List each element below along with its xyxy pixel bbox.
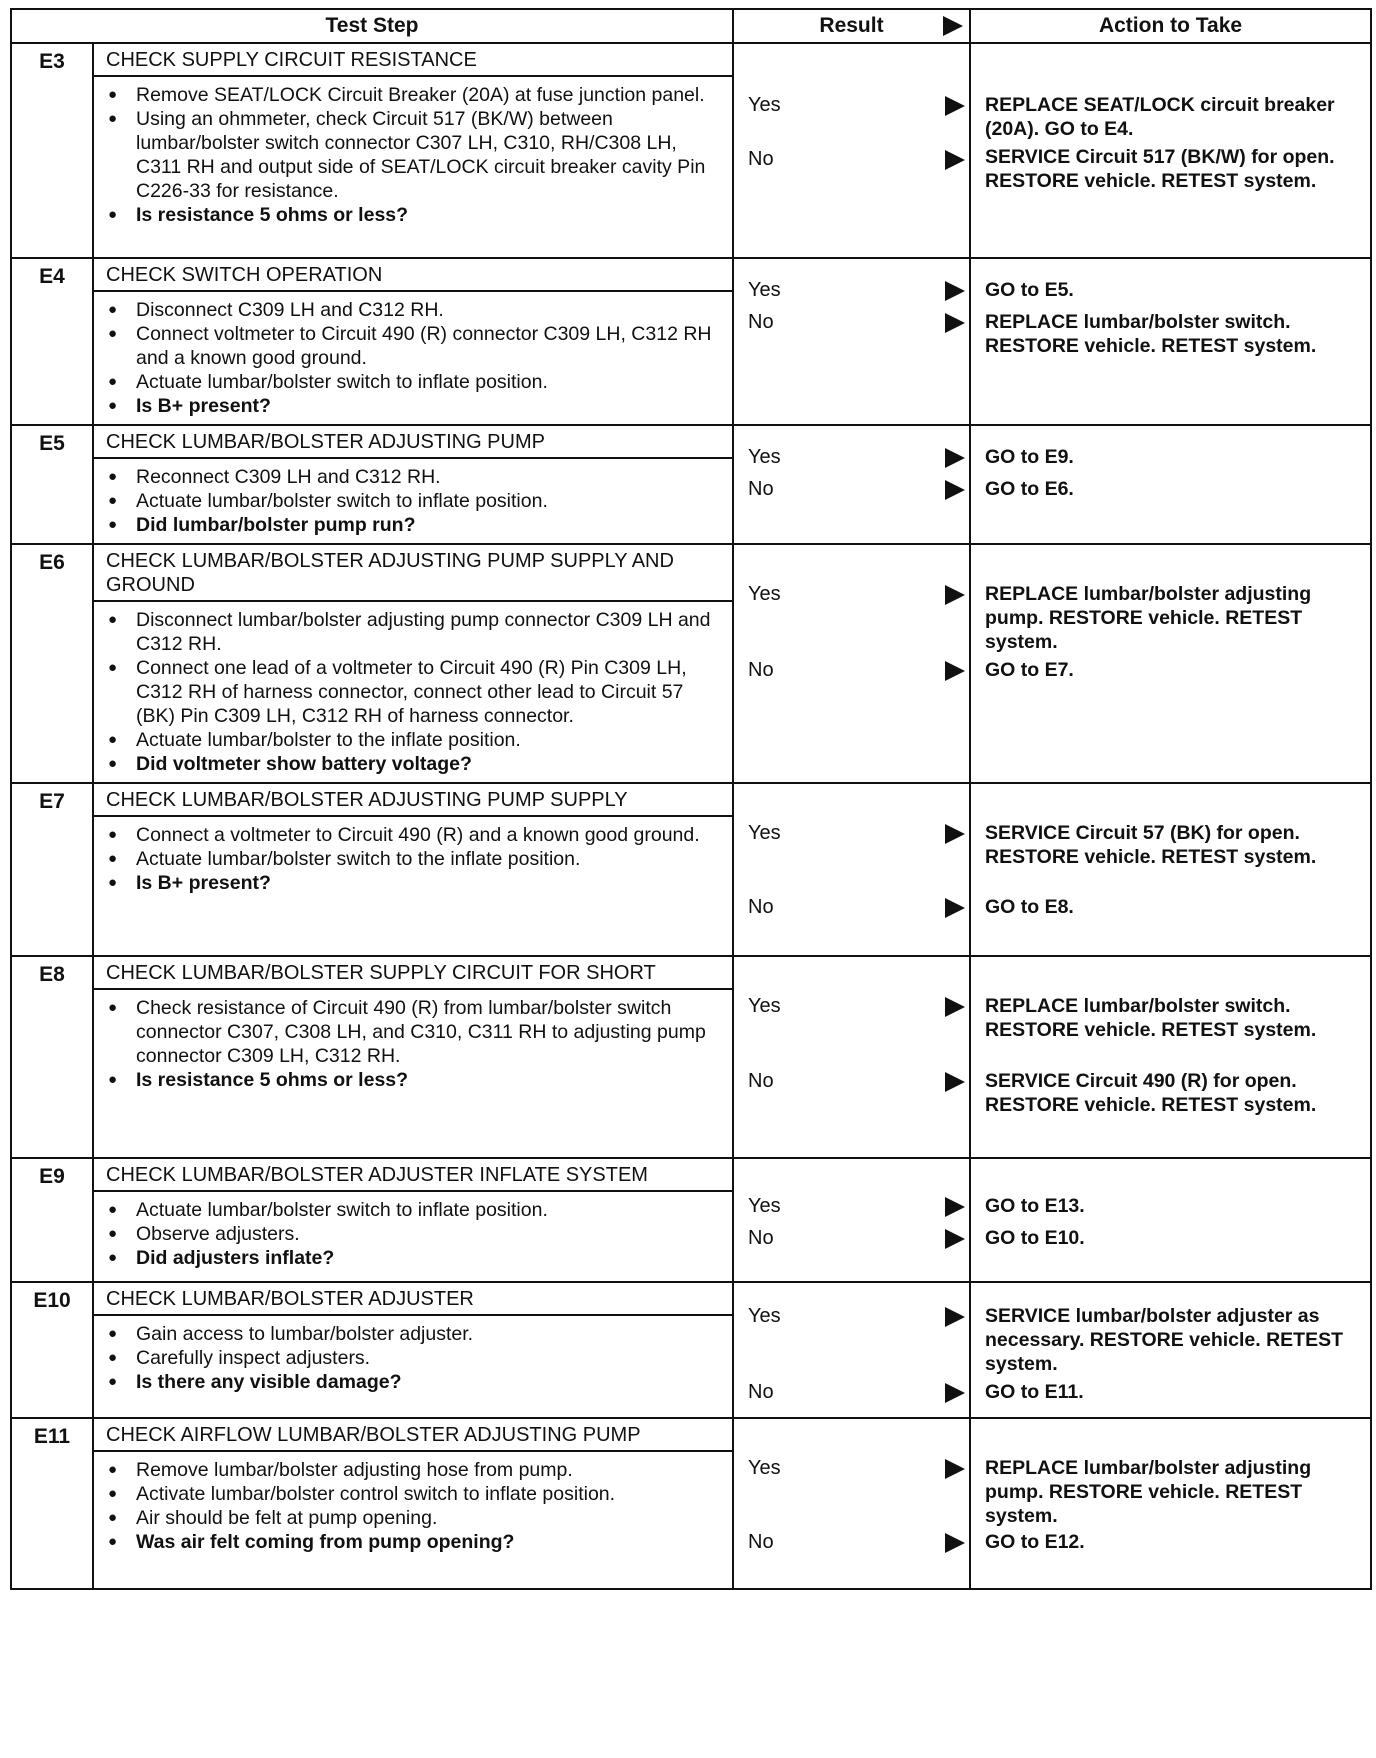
result-no: No xyxy=(748,1070,774,1092)
step-cell xyxy=(93,783,733,956)
check-item: ● Disconnect lumbar/bolster adjusting pump connector C309 LH and C312 RH. xyxy=(102,608,724,656)
header-result-label: Result xyxy=(819,14,884,37)
check-question: ● Is there any visible damage? xyxy=(102,1370,724,1394)
result-yes: Yes xyxy=(748,1457,781,1479)
action-text: GO to E10. xyxy=(985,1227,1085,1249)
arrow-right-icon xyxy=(945,585,965,605)
step-id: E6 xyxy=(11,544,93,783)
action-cell xyxy=(970,425,1371,544)
step-title: CHECK LUMBAR/BOLSTER ADJUSTING PUMP xyxy=(94,426,732,459)
table-row xyxy=(11,1158,1371,1282)
step-body xyxy=(94,77,732,233)
action-cell xyxy=(970,783,1371,956)
action-text: GO to E8. xyxy=(985,896,1074,918)
step-cell xyxy=(93,956,733,1158)
result-cell xyxy=(733,783,970,956)
check-item: ● Actuate lumbar/bolster to the inflate position. xyxy=(102,728,724,752)
step-title: CHECK LUMBAR/BOLSTER ADJUSTER INFLATE SYSTEM xyxy=(94,1159,732,1192)
check-item: ● Remove lumbar/bolster adjusting hose from pump. xyxy=(102,1458,724,1482)
action-text: GO to E13. xyxy=(985,1195,1085,1217)
action-cell xyxy=(970,1282,1371,1418)
check-question: ● Did adjusters inflate? xyxy=(102,1246,724,1270)
result-no: No xyxy=(748,1227,774,1249)
action-text: REPLACE SEAT/LOCK circuit breaker (20A). GO to E4. xyxy=(985,94,1335,140)
action-text: REPLACE lumbar/bolster switch. RESTORE vehicle. RETEST system. xyxy=(985,311,1317,357)
result-yes: Yes xyxy=(748,1195,781,1217)
check-item: ● Disconnect C309 LH and C312 RH. xyxy=(102,298,724,322)
action-cell xyxy=(970,1418,1371,1589)
check-question: ● Did lumbar/bolster pump run? xyxy=(102,513,724,537)
result-no: No xyxy=(748,1381,774,1403)
arrow-right-icon xyxy=(945,997,965,1017)
table-row xyxy=(11,1282,1371,1418)
action-cell xyxy=(970,544,1371,783)
action-cell xyxy=(970,1158,1371,1282)
arrow-right-icon xyxy=(945,1383,965,1403)
step-body xyxy=(94,1316,732,1400)
action-cell xyxy=(970,43,1371,258)
step-cell xyxy=(93,43,733,258)
check-item: ● Carefully inspect adjusters. xyxy=(102,1346,724,1370)
result-yes: Yes xyxy=(748,822,781,844)
table-row xyxy=(11,956,1371,1158)
check-item: ● Actuate lumbar/bolster switch to the inflate position. xyxy=(102,847,724,871)
step-title: CHECK LUMBAR/BOLSTER ADJUSTING PUMP SUPPLY xyxy=(94,784,732,817)
check-question: ● Was air felt coming from pump opening? xyxy=(102,1530,724,1554)
table-row xyxy=(11,544,1371,783)
step-id: E8 xyxy=(11,956,93,1158)
result-cell xyxy=(733,956,970,1158)
step-id: E11 xyxy=(11,1418,93,1589)
result-cell xyxy=(733,1158,970,1282)
header-row xyxy=(11,9,1371,43)
arrow-right-icon xyxy=(945,1197,965,1217)
header-result xyxy=(733,9,970,43)
step-cell xyxy=(93,1158,733,1282)
rows-body xyxy=(11,43,1371,1589)
step-body xyxy=(94,292,732,424)
check-item: ● Activate lumbar/bolster control switch to inflate position. xyxy=(102,1482,724,1506)
action-cell xyxy=(970,956,1371,1158)
check-list xyxy=(102,823,724,895)
result-no: No xyxy=(748,1531,774,1553)
action-text: GO to E9. xyxy=(985,446,1074,468)
step-body xyxy=(94,817,732,901)
step-body xyxy=(94,602,732,782)
step-title: CHECK LUMBAR/BOLSTER ADJUSTING PUMP SUPPLY AND GROUND xyxy=(94,545,732,602)
arrow-right-icon xyxy=(945,898,965,918)
check-question: ● Is B+ present? xyxy=(102,394,724,418)
action-text: REPLACE lumbar/bolster adjusting pump. RESTORE vehicle. RETEST system. xyxy=(985,583,1312,653)
header-action: Action to Take xyxy=(970,9,1371,43)
action-text: REPLACE lumbar/bolster switch. RESTORE vehicle. RETEST system. xyxy=(985,995,1317,1041)
result-cell xyxy=(733,1418,970,1589)
check-list xyxy=(102,1458,724,1554)
header-test-step: Test Step xyxy=(11,9,733,43)
result-cell xyxy=(733,425,970,544)
step-title: CHECK AIRFLOW LUMBAR/BOLSTER ADJUSTING PUMP xyxy=(94,1419,732,1452)
action-text: SERVICE Circuit 490 (R) for open. RESTORE vehicle. RETEST system. xyxy=(985,1070,1317,1116)
action-text: GO to E5. xyxy=(985,279,1074,301)
table-row xyxy=(11,43,1371,258)
step-id: E10 xyxy=(11,1282,93,1418)
result-cell xyxy=(733,258,970,425)
step-title: CHECK SUPPLY CIRCUIT RESISTANCE xyxy=(94,44,732,77)
result-yes: Yes xyxy=(748,279,781,301)
step-id: E7 xyxy=(11,783,93,956)
step-cell xyxy=(93,425,733,544)
check-item: ● Connect voltmeter to Circuit 490 (R) connector C309 LH, C312 RH and a known good ground. xyxy=(102,322,724,370)
step-cell xyxy=(93,258,733,425)
check-item: ● Gain access to lumbar/bolster adjuster. xyxy=(102,1322,724,1346)
action-text: GO to E12. xyxy=(985,1531,1085,1553)
check-item: ● Remove SEAT/LOCK Circuit Breaker (20A) at fuse junction panel. xyxy=(102,83,724,107)
diagnostic-table xyxy=(10,8,1372,1590)
check-list xyxy=(102,465,724,537)
result-no: No xyxy=(748,659,774,681)
check-item: ● Actuate lumbar/bolster switch to inflate position. xyxy=(102,370,724,394)
check-item: ● Observe adjusters. xyxy=(102,1222,724,1246)
step-body xyxy=(94,1452,732,1560)
step-id: E3 xyxy=(11,43,93,258)
action-text: REPLACE lumbar/bolster adjusting pump. RESTORE vehicle. RETEST system. xyxy=(985,1457,1312,1527)
result-cell xyxy=(733,1282,970,1418)
arrow-right-icon xyxy=(945,480,965,500)
check-question: ● Is resistance 5 ohms or less? xyxy=(102,203,724,227)
arrow-right-icon xyxy=(945,448,965,468)
action-text: GO to E6. xyxy=(985,478,1074,500)
check-item: ● Using an ohmmeter, check Circuit 517 (BK/W) between lumbar/bolster switch connector C307 LH, C310, RH/C308 LH, C311 RH and output side of SEAT/LOCK circuit breaker cavity Pin C226-33 for resistance. xyxy=(102,107,724,203)
arrow-right-icon xyxy=(945,1533,965,1553)
check-list xyxy=(102,608,724,776)
step-title: CHECK LUMBAR/BOLSTER ADJUSTER xyxy=(94,1283,732,1316)
action-text: SERVICE Circuit 57 (BK) for open. RESTORE vehicle. RETEST system. xyxy=(985,822,1317,868)
result-yes: Yes xyxy=(748,995,781,1017)
step-body xyxy=(94,459,732,543)
arrow-right-icon xyxy=(945,661,965,681)
action-text: GO to E11. xyxy=(985,1381,1084,1403)
check-item: ● Reconnect C309 LH and C312 RH. xyxy=(102,465,724,489)
action-text: SERVICE Circuit 517 (BK/W) for open. RESTORE vehicle. RETEST system. xyxy=(985,146,1335,192)
arrow-right-icon xyxy=(945,1459,965,1479)
arrow-right-icon xyxy=(945,96,965,116)
step-title: CHECK LUMBAR/BOLSTER SUPPLY CIRCUIT FOR SHORT xyxy=(94,957,732,990)
result-yes: Yes xyxy=(748,446,781,468)
result-no: No xyxy=(748,478,774,500)
result-yes: Yes xyxy=(748,583,781,605)
check-question: ● Did voltmeter show battery voltage? xyxy=(102,752,724,776)
action-text: SERVICE lumbar/bolster adjuster as necessary. RESTORE vehicle. RETEST system. xyxy=(985,1305,1344,1375)
check-list xyxy=(102,1198,724,1270)
check-item: ● Actuate lumbar/bolster switch to inflate position. xyxy=(102,1198,724,1222)
check-item: ● Actuate lumbar/bolster switch to inflate position. xyxy=(102,489,724,513)
step-body xyxy=(94,1192,732,1276)
table-row xyxy=(11,425,1371,544)
check-item: ● Check resistance of Circuit 490 (R) from lumbar/bolster switch connector C307, C308 LH, and C310, C311 RH to adjusting pump connector C309 LH, C312 RH. xyxy=(102,996,724,1068)
arrow-right-icon xyxy=(945,1229,965,1249)
action-cell xyxy=(970,258,1371,425)
result-no: No xyxy=(748,148,774,170)
step-cell xyxy=(93,1282,733,1418)
check-item: ● Air should be felt at pump opening. xyxy=(102,1506,724,1530)
result-no: No xyxy=(748,896,774,918)
table-row xyxy=(11,258,1371,425)
action-text: GO to E7. xyxy=(985,659,1074,681)
check-question: ● Is B+ present? xyxy=(102,871,724,895)
arrow-right-icon xyxy=(945,1072,965,1092)
result-cell xyxy=(733,544,970,783)
arrow-right-icon xyxy=(945,824,965,844)
step-id: E5 xyxy=(11,425,93,544)
arrow-right-icon xyxy=(945,150,965,170)
arrow-right-icon xyxy=(945,1307,965,1327)
result-no: No xyxy=(748,311,774,333)
step-title: CHECK SWITCH OPERATION xyxy=(94,259,732,292)
arrow-right-icon xyxy=(945,281,965,301)
check-question: ● Is resistance 5 ohms or less? xyxy=(102,1068,724,1092)
step-id: E4 xyxy=(11,258,93,425)
check-list xyxy=(102,1322,724,1394)
table-row xyxy=(11,1418,1371,1589)
arrow-right-icon xyxy=(945,313,965,333)
check-list xyxy=(102,83,724,227)
step-body xyxy=(94,990,732,1098)
result-yes: Yes xyxy=(748,1305,781,1327)
check-list xyxy=(102,996,724,1092)
step-cell xyxy=(93,544,733,783)
check-item: ● Connect one lead of a voltmeter to Circuit 490 (R) Pin C309 LH, C312 RH of harness connector, connect other lead to Circuit 57 (BK) Pin C309 LH, C312 RH of harness connector. xyxy=(102,656,724,728)
check-list xyxy=(102,298,724,418)
check-item: ● Connect a voltmeter to Circuit 490 (R) and a known good ground. xyxy=(102,823,724,847)
result-cell xyxy=(733,43,970,258)
arrow-right-icon xyxy=(943,16,963,36)
step-id: E9 xyxy=(11,1158,93,1282)
step-cell xyxy=(93,1418,733,1589)
result-yes: Yes xyxy=(748,94,781,116)
table-row xyxy=(11,783,1371,956)
